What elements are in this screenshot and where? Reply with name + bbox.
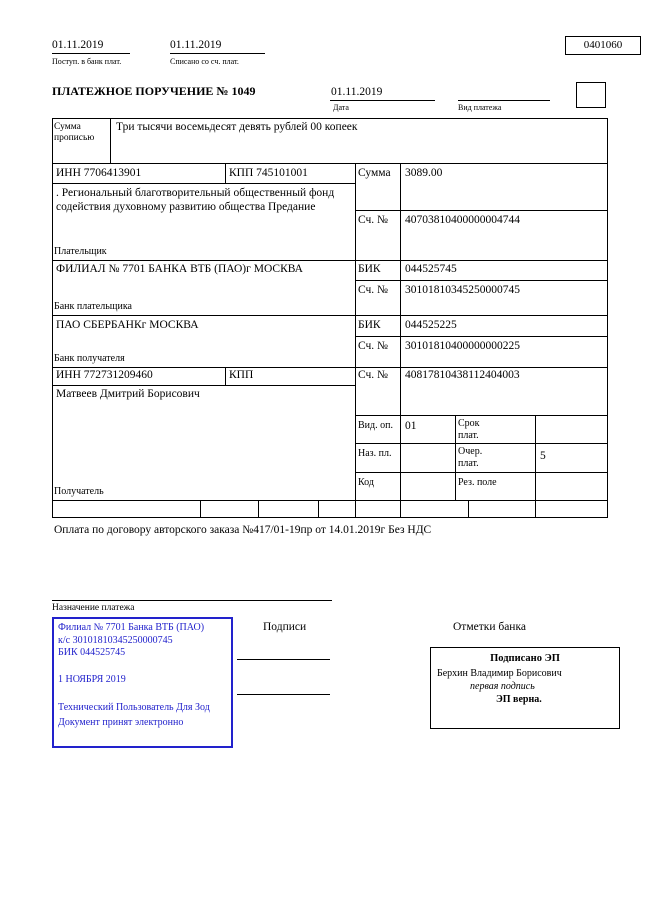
payer-inn: ИНН 7706413901 — [56, 167, 142, 179]
account-label: Сч. № — [358, 284, 389, 296]
grid-line — [52, 183, 355, 184]
stamp-bank-name: Филиал № 7701 Банка ВТБ (ПАО) — [58, 622, 205, 633]
payer-account: 40703810400000004744 — [405, 214, 520, 226]
stamp-date: 1 НОЯБРЯ 2019 — [58, 673, 126, 685]
account-label: Сч. № — [358, 214, 389, 226]
payee-bank-bik: 044525225 — [405, 319, 457, 331]
grid-line — [52, 385, 355, 386]
reserve-label: Рез. поле — [458, 477, 497, 488]
grid-line — [468, 500, 469, 518]
payer-label: Плательщик — [54, 246, 107, 257]
document-date-label: Дата — [333, 103, 349, 112]
stamp-bik: БИК 044525745 — [58, 647, 126, 658]
payment-kind-box — [576, 82, 606, 108]
payee-inn: ИНН 772731209460 — [56, 369, 153, 381]
received-date: 01.11.2019 — [52, 39, 104, 51]
received-date-underline — [52, 53, 130, 54]
grid-line — [52, 260, 608, 261]
bank-marks-label: Отметки банка — [453, 621, 526, 633]
payment-kind-underline — [458, 100, 550, 101]
payment-kind-label: Вид платежа — [458, 103, 502, 112]
account-label: Сч. № — [358, 340, 389, 352]
stamp-user: Технический Пользователь Для Зод — [58, 702, 210, 713]
bik-label: БИК — [358, 263, 381, 275]
received-date-label: Поступ. в банк плат. — [52, 57, 122, 66]
grid-line — [535, 415, 536, 518]
queue-value: 5 — [540, 450, 546, 462]
esign-name: Берхин Владимир Борисович — [437, 668, 562, 679]
grid-line — [52, 163, 608, 164]
grid-line — [200, 500, 201, 518]
grid-line — [318, 500, 319, 518]
debited-date: 01.11.2019 — [170, 39, 222, 51]
grid-line — [355, 210, 608, 211]
code-label: Код — [358, 477, 374, 488]
grid-line — [258, 500, 259, 518]
queue-label: Очер. плат. — [458, 446, 483, 469]
grid-line — [355, 443, 608, 444]
amount-label: Сумма — [358, 167, 391, 179]
payee-bank-name: ПАО СБЕРБАНКг МОСКВА — [56, 319, 199, 331]
esign-valid: ЭП верна. — [496, 694, 542, 705]
op-type-value: 01 — [405, 420, 417, 432]
bank-acceptance-stamp — [52, 617, 233, 748]
grid-line — [52, 367, 608, 368]
grid-line — [110, 118, 111, 163]
payer-bank-name: ФИЛИАЛ № 7701 БАНКА ВТБ (ПАО)г МОСКВА — [56, 263, 303, 275]
payee-account: 40817810438112404003 — [405, 369, 520, 381]
grid-line — [355, 336, 608, 337]
purpose-underline — [52, 600, 332, 601]
payer-name: . Региональный благотворительный общественный фонд содействия духовному развитию общества Предание — [56, 187, 335, 213]
grid-line — [400, 163, 401, 518]
grid-line — [225, 367, 226, 385]
payee-label: Получатель — [54, 486, 104, 497]
grid-line — [455, 415, 456, 500]
esign-title: Подписано ЭП — [490, 653, 560, 664]
grid-line — [355, 415, 608, 416]
pay-term-label: Срок плат. — [458, 418, 480, 441]
debited-date-label: Списано со сч. плат. — [170, 57, 239, 66]
grid-line — [355, 280, 608, 281]
form-code: 0401060 — [583, 39, 623, 51]
payer-bank-bik: 044525745 — [405, 263, 457, 275]
op-type-label: Вид. оп. — [358, 420, 393, 431]
payee-kpp-label: КПП — [229, 369, 254, 381]
grid-line — [355, 472, 608, 473]
document-date-underline — [330, 100, 435, 101]
payee-bank-label: Банк получателя — [54, 353, 125, 364]
stamp-corr-account: к/с 30101810345250000745 — [58, 634, 173, 646]
payer-bank-label: Банк плательщика — [54, 301, 132, 312]
payer-kpp: КПП 745101001 — [229, 167, 308, 179]
signature-line — [237, 694, 330, 695]
amount-words-value: Три тысячи восемьдесят девять рублей 00 копеек — [116, 121, 358, 133]
document-title: ПЛАТЕЖНОЕ ПОРУЧЕНИЕ № 1049 — [52, 84, 256, 98]
signature-line — [237, 659, 330, 660]
debited-date-underline — [170, 53, 265, 54]
form-code-box — [565, 36, 641, 55]
esign-stamp — [430, 647, 620, 729]
account-label: Сч. № — [358, 369, 389, 381]
document-date: 01.11.2019 — [331, 86, 383, 98]
bik-label: БИК — [358, 319, 381, 331]
amount-words-label: Сумма прописью — [54, 122, 95, 144]
payee-name: Матвеев Дмитрий Борисович — [56, 388, 200, 400]
payer-bank-account: 30101810345250000745 — [405, 284, 520, 296]
payee-bank-account: 30101810400000000225 — [405, 340, 520, 352]
grid-line — [52, 500, 608, 501]
stamp-accepted: Документ принят электронно — [58, 716, 184, 728]
grid-line — [355, 163, 356, 518]
naz-label: Наз. пл. — [358, 448, 392, 459]
grid-line — [52, 315, 608, 316]
purpose-text: Оплата по договору авторского заказа №417/01-19пр от 14.01.2019г Без НДС — [54, 524, 432, 536]
esign-first-signature: первая подпись — [470, 681, 535, 692]
purpose-label: Назначение платежа — [52, 603, 135, 613]
signatures-label: Подписи — [263, 621, 307, 633]
grid-line — [225, 163, 226, 183]
amount-value: 3089.00 — [405, 167, 443, 179]
